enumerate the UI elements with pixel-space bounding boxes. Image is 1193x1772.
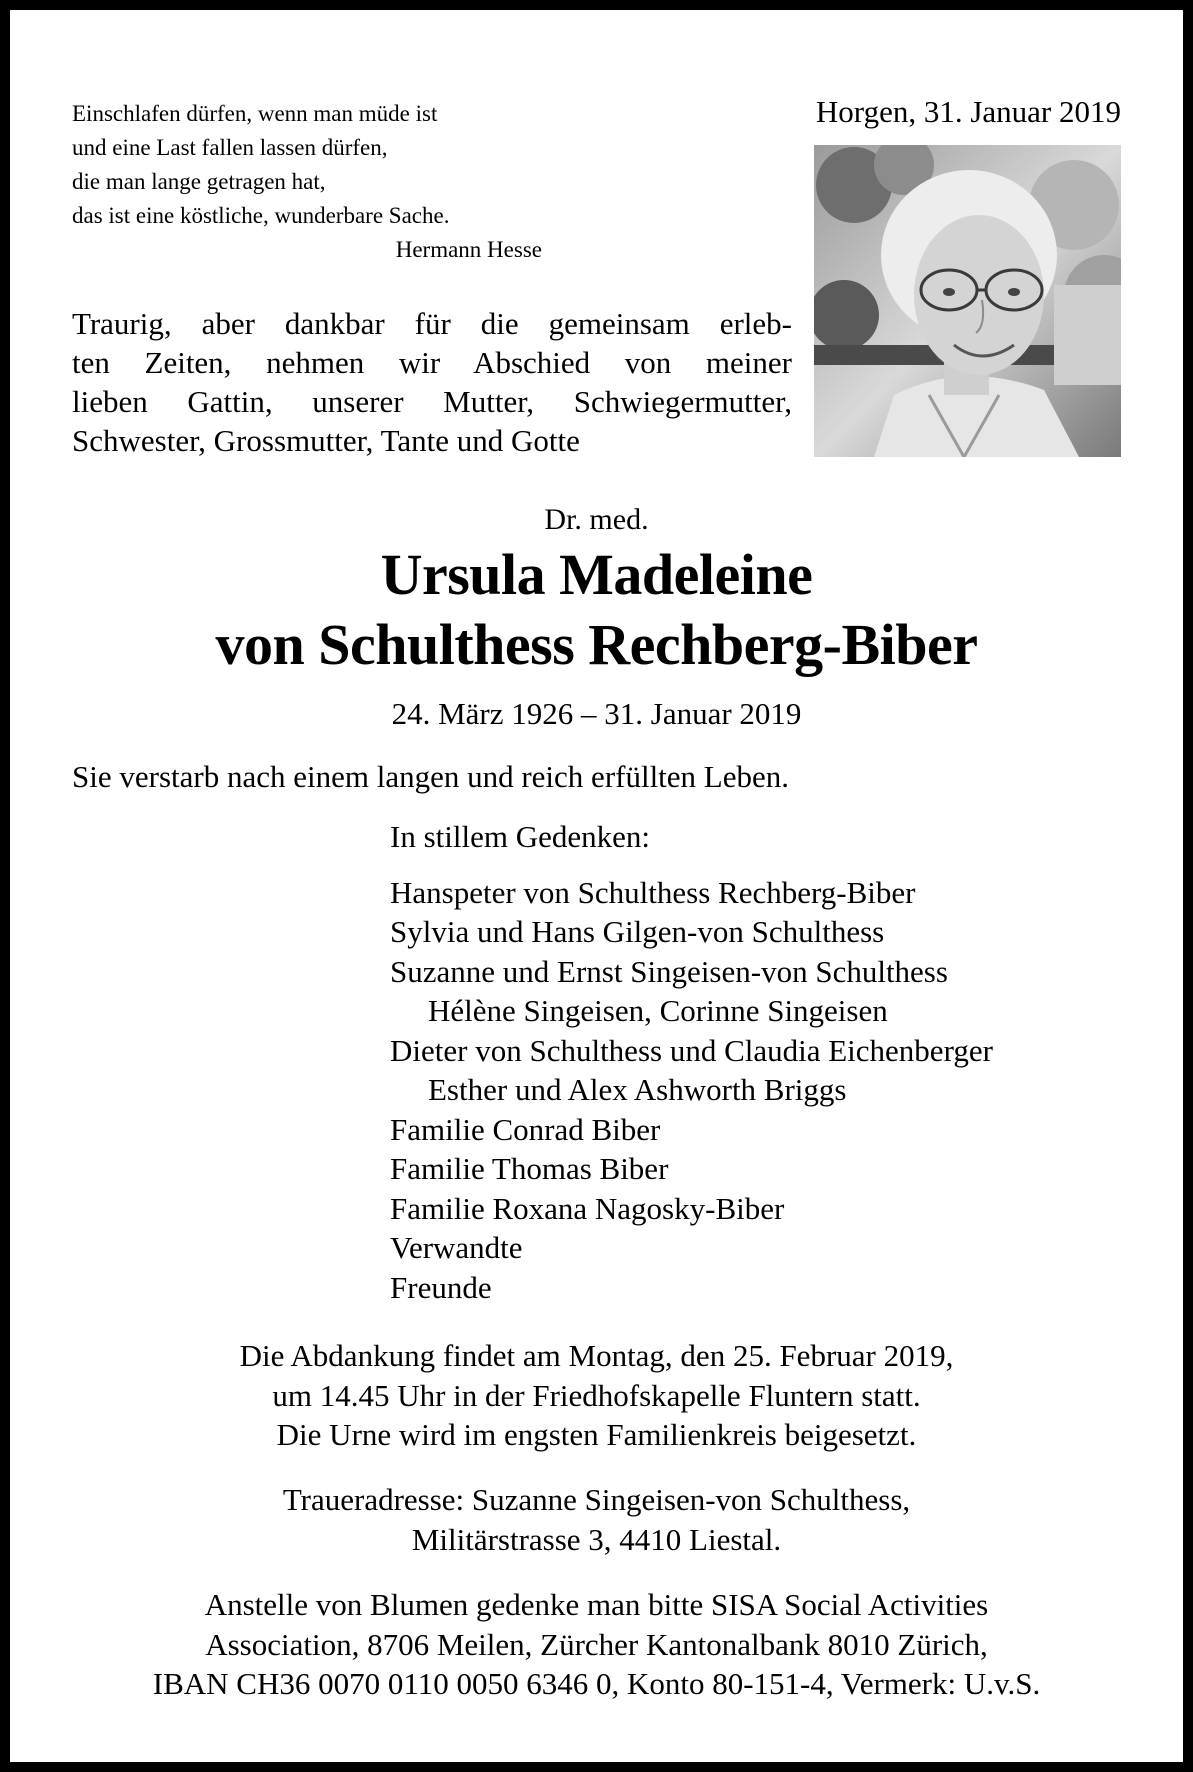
ceremony-line: Die Urne wird im engsten Familienkreis beigesetzt. [276,1417,917,1452]
address-line: Militärstrasse 3, 4410 Liestal. [411,1521,782,1557]
mourner-entry: Verwandte [390,1230,523,1265]
poem-author: Hermann Hesse [395,237,542,262]
poem-line: die man lange getragen hat, [72,169,326,194]
portrait-photo [814,145,1121,457]
deceased-name [0,540,1193,680]
intro-line: Traurig, aber dankbar für die gemeinsam erleb- [72,306,792,341]
life-dates: 24. März 1926 – 31. Januar 2019 [391,696,802,731]
mourner-entry: Familie Roxana Nagosky-Biber [390,1190,785,1226]
dateline: Horgen, 31. Januar 2019 [815,94,1121,129]
mourner-entry: Dieter von Schulthess und Claudia Eichenberger [390,1032,993,1068]
donation-notice [0,1585,1193,1704]
intro-paragraph [72,304,792,460]
donation-line: Association, 8706 Meilen, Zürcher Kantonalbank 8010 Zürich, [205,1626,988,1662]
life-statement: Sie verstarb nach einem langen und reich erfüllten Leben. [72,759,790,794]
address-line: Traueradresse: Suzanne Singeisen-von Schulthess, [282,1482,911,1517]
mourner-entry: Familie Thomas Biber [390,1151,669,1186]
portrait-image [814,145,1121,457]
intro-line: ten Zeiten, nehmen wir Abschied von meiner [72,345,792,380]
intro-line: Schwester, Grossmutter, Tante und Gotte [72,423,580,458]
poem-line: und eine Last fallen lassen dürfen, [72,135,388,160]
mourner-entry: Hélène Singeisen, Corinne Singeisen [428,993,888,1028]
donation-line: IBAN CH36 0070 0110 0050 6346 0, Konto 80-151-4, Vermerk: U.v.S. [152,1666,1041,1701]
mourners-list [390,817,993,1307]
mourner-entry: Sylvia und Hans Gilgen-von Schulthess [390,914,885,949]
mourner-entry: Esther und Alex Ashworth Briggs [428,1072,847,1107]
name-line-1: Ursula Madeleine [380,542,813,607]
mourner-entry: Suzanne und Ernst Singeisen-von Schulthess [390,953,948,989]
mourners-heading: In stillem Gedenken: [390,819,650,854]
donation-line: Anstelle von Blumen gedenke man bitte SISA Social Activities [204,1587,989,1622]
poem-line: Einschlafen dürfen, wenn man müde ist [72,101,438,126]
mourner-entry: Hanspeter von Schulthess Rechberg-Biber [390,874,916,910]
mourner-entry: Familie Conrad Biber [390,1111,661,1147]
ceremony-line: Die Abdankung findet am Montag, den 25. Februar 2019, [239,1338,954,1373]
mourner-entry: Freunde [390,1269,492,1305]
poem-quote [72,97,552,267]
academic-title: Dr. med. [544,503,649,536]
ceremony-notice [0,1336,1193,1455]
intro-line: lieben Gattin, unserer Mutter, Schwiegermutter, [72,384,792,419]
poem-line: das ist eine köstliche, wunderbare Sache. [72,203,450,228]
ceremony-line: um 14.45 Uhr in der Friedhofskapelle Fluntern statt. [272,1377,921,1413]
mourning-address [0,1480,1193,1559]
name-line-2: von Schulthess Rechberg-Biber [215,612,978,677]
